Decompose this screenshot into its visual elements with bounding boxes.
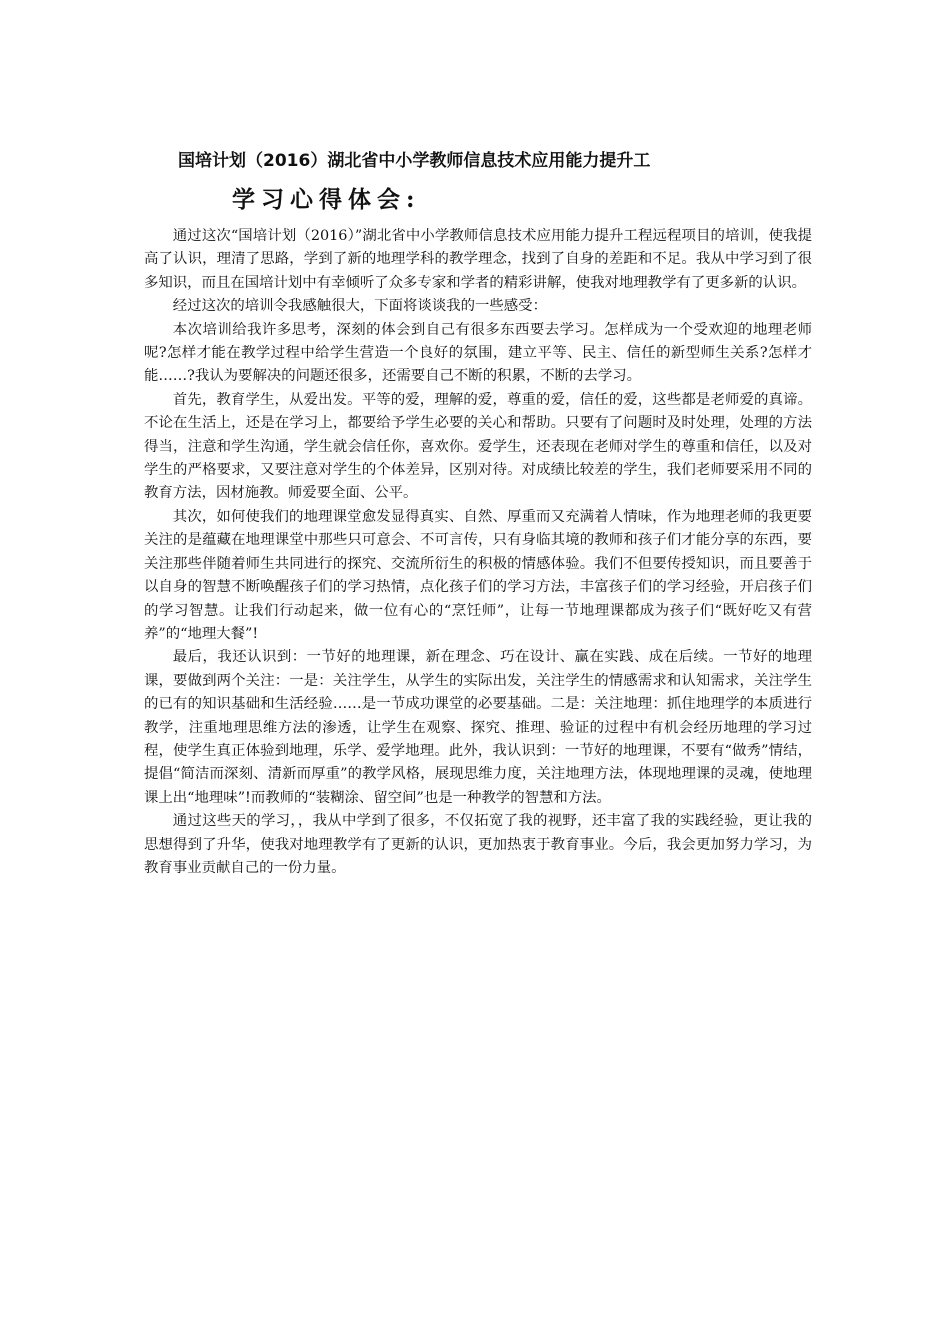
- paragraph-third-point: 最后，我还认识到：一节好的地理课，新在理念、巧在设计、赢在实践、成在后续。一节好的地理课，要做到两个关注：一是：关注学生，从学生的实际出发，关注学生的情感需求和认知需求，关注学生的已有的知识基础和生活经验……是一节成功课堂的必要基础。二是：关注地理：抓住地理学的本质进行教学，注重地理思维方法的渗透，让学生在观察、探究、推理、验证的过程中有机会经历地理的学习过程，使学生真正体验到地理，乐学、爱学地理。此外，我认识到：一节好的地理课，不要有“做秀”情结，提倡“简洁而深刻、清新而厚重”的教学风格，展现思维力度，关注地理方法，体现地理课的灵魂，使地理课上出“地理味”!而教师的“装糊涂、留空间”也是一种教学的智慧和方法。: [144, 649, 812, 806]
- document-title: 国培计划（2016）湖北省中小学教师信息技术应用能力提升工: [178, 151, 651, 171]
- paragraph-transition: 经过这次的培训令我感触很大，下面将谈谈我的一些感受：: [172, 298, 547, 315]
- paragraph-intro: 通过这次“国培计划（2016）”湖北省中小学教师信息技术应用能力提升工程远程项目的培训，使我提高了认识，理清了思路，学到了新的地理学科的教学理念，找到了自身的差距和不足。我从中学习到了很多知识，而且在国培计划中有幸倾听了众多专家和学者的精彩讲解，使我对地理教学有了更多新的认识。: [144, 228, 812, 291]
- paragraph-conclusion: 通过这些天的学习，，我从中学到了很多，不仅拓宽了我的视野，还丰富了我的实践经验，更让我的思想得到了升华，使我对地理教学有了更新的认识，更加热衷于教育事业。今后，我会更加努力学习，为教育事业贡献自己的一份力量。: [144, 813, 812, 876]
- paragraph-first-point: 首先，教育学生，从爱出发。平等的爱，理解的爱，尊重的爱，信任的爱，这些都是老师爱的真谛。不论在生活上，还是在学习上，都要给予学生必要的关心和帮助。只要有了问题时及时处理，处理的方法得当，注意和学生沟通，学生就会信任你，喜欢你。爱学生，还表现在老师对学生的尊重和信任，以及对学生的严格要求，又要注意对学生的个体差异，区别对待。对成绩比较差的学生，我们老师要采用不同的教育方法，因材施教。师爱要全面、公平。: [144, 391, 812, 502]
- paragraph-reflection: 本次培训给我许多思考，深刻的体会到自己有很多东西要去学习。怎样成为一个受欢迎的地理老师呢?怎样才能在教学过程中给学生营造一个良好的氛围，建立平等、民主、信任的新型师生关系?怎样才能……?我认为要解决的问题还很多，还需要自己不断的积累，不断的去学习。: [144, 321, 812, 385]
- document-subtitle: 学习心得体会:: [232, 186, 421, 213]
- paragraph-second-point: 其次，如何使我们的地理课堂愈发显得真实、自然、厚重而又充满着人情味，作为地理老师的我更要关注的是蕴藏在地理课堂中那些只可意会、不可言传，只有身临其境的教师和孩子们才能分享的东西，要关注那些伴随着师生共同进行的探究、交流所衍生的积极的情感体验。我们不但要传授知识，而且要善于以自身的智慧不断唤醒孩子们的学习热情，点化孩子们的学习方法，丰富孩子们的学习经验，开启孩子们的学习智慧。让我们行动起来，做一位有心的“烹饪师”，让每一节地理课都成为孩子们“既好吃又有营养”的“地理大餐”!: [144, 508, 812, 642]
- document-body: [144, 225, 812, 880]
